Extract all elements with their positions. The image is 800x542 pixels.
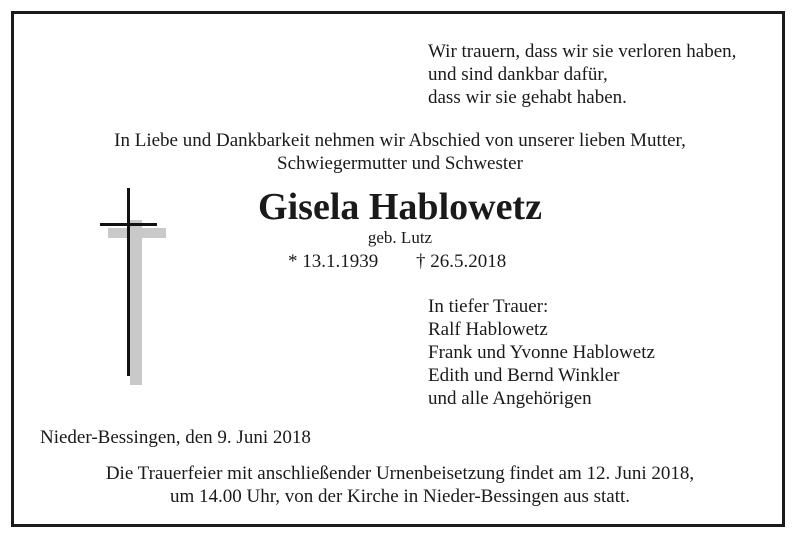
mourner-line: Ralf Hablowetz (428, 319, 548, 340)
deceased-name: Gisela Hablowetz (258, 186, 542, 228)
mourner-line: und alle Angehörigen (428, 388, 592, 409)
poem-line: Wir trauern, dass wir sie verloren haben, (428, 41, 737, 62)
funeral-line: Die Trauerfeier mit anschließender Urnenbeisetzung findet am 12. Juni 2018, (105, 463, 695, 484)
intro-line: In Liebe und Dankbarkeit nehmen wir Abschied von unserer lieben Mutter, (114, 130, 686, 151)
place-date: Nieder-Bessingen, den 9. Juni 2018 (40, 427, 311, 448)
poem-line: dass wir sie gehabt haben. (428, 87, 627, 108)
birth-date: * 13.1.1939 (288, 251, 379, 272)
mourner-line: In tiefer Trauer: (428, 296, 549, 317)
poem-line: und sind dankbar dafür, (428, 64, 608, 85)
mourner-line: Frank und Yvonne Hablowetz (428, 342, 655, 363)
funeral-line: um 14.00 Uhr, von der Kirche in Nieder-Bessingen aus statt. (169, 486, 631, 507)
death-date: † 26.5.2018 (416, 251, 507, 272)
maiden-name: geb. Lutz (367, 228, 433, 247)
mourner-line: Edith und Bernd Winkler (428, 365, 620, 386)
intro-line: Schwiegermutter und Schwester (277, 153, 523, 174)
